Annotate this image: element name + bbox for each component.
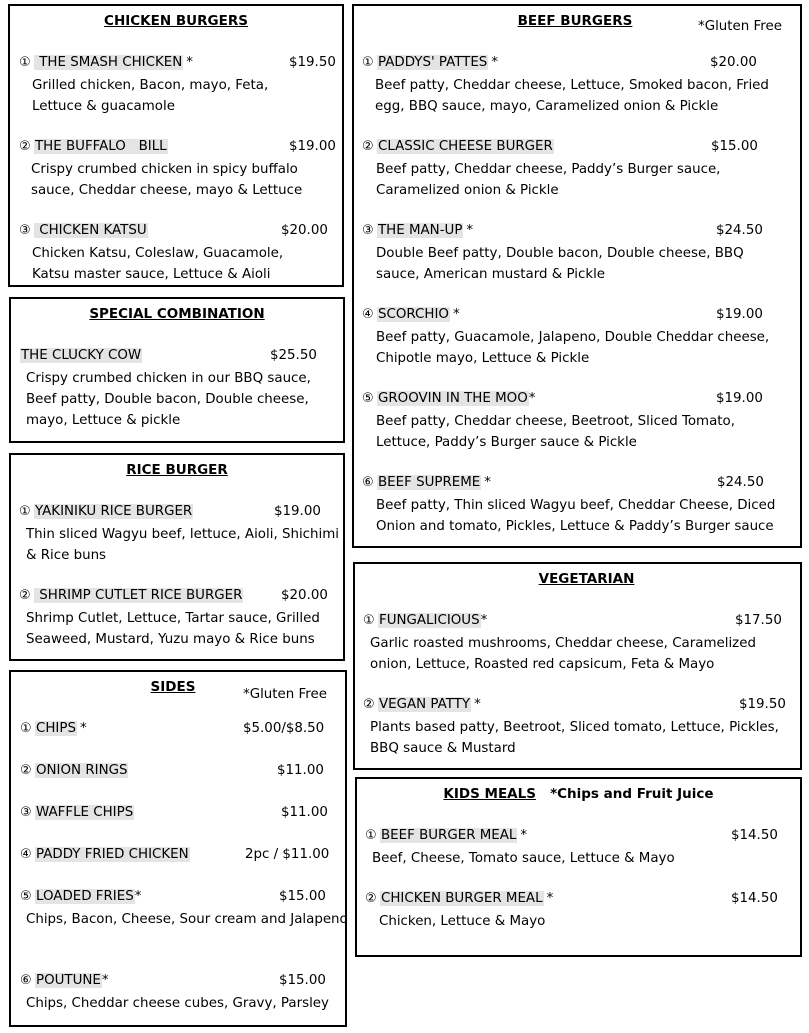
item-price: 2pc / $11.00 [245, 847, 330, 862]
menu-item-name [19, 221, 148, 241]
item-price: $15.00 [711, 139, 758, 154]
section-title: SPECIAL COMBINATION [89, 306, 265, 322]
menu-item-name [19, 502, 193, 522]
item-description: Beef patty, Cheddar cheese, Paddy’s Burger sauce, Caramelized onion & Pickle [376, 162, 721, 198]
gluten-free-mark: * [480, 613, 488, 628]
menu-item-name [362, 221, 473, 241]
item-price: $19.00 [289, 139, 336, 154]
gluten-free-mark: * [79, 721, 87, 736]
item-name: THE BUFFALO BILL [35, 139, 167, 154]
section-title: RICE BURGER [126, 462, 228, 478]
menu-item-name [20, 803, 134, 823]
menu-item-name [20, 761, 128, 781]
item-description: Garlic roasted mushrooms, Cheddar cheese, Caramelized onion, Lettuce, Roasted red capsicum, Feta & Mayo [370, 636, 756, 672]
menu-item-name [20, 346, 142, 366]
item-name: PADDY FRIED CHICKEN [36, 847, 189, 862]
menu-item-name [365, 889, 553, 909]
menu-item-name [365, 826, 527, 846]
item-name: THE SMASH CHICKEN [35, 55, 183, 70]
menu-item-name [19, 137, 168, 157]
item-number: ④ [20, 847, 32, 862]
item-description: Double Beef patty, Double bacon, Double cheese, BBQ sauce, American mustard & Pickle [376, 246, 744, 282]
item-price: $11.00 [281, 805, 328, 820]
item-description: Crispy crumbed chicken in our BBQ sauce, Beef patty, Double bacon, Double cheese, mayo, Lettuce & pickle [26, 371, 311, 428]
item-description: Chips, Bacon, Cheese, Sour cream and Jalapeno [26, 912, 348, 927]
item-name: GROOVIN IN THE MOO [378, 391, 528, 406]
item-description: Grilled chicken, Bacon, mayo, Feta, Lettuce & guacamole [32, 78, 269, 114]
item-price: $14.50 [731, 828, 778, 843]
section-title: BEEF BURGERS [517, 13, 633, 29]
gluten-free-mark: * [484, 475, 491, 490]
item-number: ⑤ [20, 889, 32, 904]
vegetarian-section [353, 562, 802, 770]
item-price: $5.00/$8.50 [243, 721, 325, 736]
item-price: $15.00 [279, 889, 326, 904]
item-number: ⑤ [362, 391, 374, 406]
item-name: PADDYS' PATTES [378, 55, 488, 70]
item-name: LOADED FRIES [36, 889, 134, 904]
item-number: ① [363, 613, 375, 628]
section-title: CHICKEN BURGERS [104, 13, 248, 29]
item-description: Crispy crumbed chicken in spicy buffalo sauce, Cheddar cheese, mayo & Lettuce [31, 162, 303, 198]
item-number: ① [362, 55, 374, 70]
item-price: $19.00 [716, 307, 763, 322]
item-number: ① [20, 721, 32, 736]
item-number: ③ [19, 223, 31, 238]
item-number: ② [363, 697, 375, 712]
item-name: VEGAN PATTY [379, 697, 471, 712]
menu-item-name [362, 389, 535, 409]
item-description: Plants based patty, Beetroot, Sliced tomato, Lettuce, Pickles, BBQ sauce & Mustard [370, 720, 779, 756]
item-description: Beef patty, Cheddar cheese, Beetroot, Sliced Tomato, Lettuce, Paddy’s Burger sauce & Pickle [376, 414, 735, 450]
menu-item-name [20, 845, 190, 865]
menu-item-name [20, 719, 87, 739]
item-price: $17.50 [735, 613, 782, 628]
item-price: $24.50 [717, 475, 764, 490]
gluten-free-note: *Gluten Free [698, 19, 782, 34]
item-number: ① [19, 504, 31, 519]
item-description: Thin sliced Wagyu beef, lettuce, Aioli, Shichimi & Rice buns [26, 527, 339, 563]
item-name: CLASSIC CHEESE BURGER [378, 139, 553, 154]
item-number: ③ [362, 223, 374, 238]
item-name: THE CLUCKY COW [21, 348, 142, 363]
item-price: $19.00 [716, 391, 763, 406]
item-price: $11.00 [277, 763, 324, 778]
item-description: Chicken, Lettuce & Mayo [379, 914, 546, 929]
item-number: ⑥ [362, 475, 374, 490]
item-price: $24.50 [716, 223, 763, 238]
section-title: VEGETARIAN [538, 571, 635, 587]
item-name: YAKINIKU RICE BURGER [35, 504, 193, 519]
item-description: Beef patty, Guacamole, Jalapeno, Double Cheddar cheese, Chipotle mayo, Lettuce & Pickle [376, 330, 770, 366]
menu-item-name [20, 971, 109, 991]
item-price: $14.50 [731, 891, 778, 906]
gluten-free-mark: * [546, 891, 554, 906]
item-price: $25.50 [270, 348, 317, 363]
gluten-free-mark: * [452, 307, 460, 322]
item-name: THE MAN-UP [378, 223, 463, 238]
gluten-free-mark: * [528, 391, 536, 406]
kids-meals-note: *Chips and Fruit Juice [550, 786, 714, 802]
item-price: $20.00 [281, 588, 328, 603]
item-name: FUNGALICIOUS [379, 613, 480, 628]
gluten-free-mark: * [520, 828, 528, 843]
menu-item-name [363, 695, 481, 715]
item-number: ② [362, 139, 374, 154]
item-description: Beef patty, Cheddar cheese, Lettuce, Smoked bacon, Fried egg, BBQ sauce, mayo, Caramelized onion & Pickle [375, 78, 769, 114]
item-name: SCORCHIO [378, 307, 449, 322]
gluten-free-mark: * [491, 55, 499, 70]
menu-item-name [362, 305, 460, 325]
item-number: ② [19, 139, 31, 154]
chicken-burgers-section [8, 4, 344, 287]
item-name: SHRIMP CUTLET RICE BURGER [35, 588, 243, 603]
gluten-free-note: *Gluten Free [243, 687, 327, 702]
menu-item-name [362, 137, 554, 157]
gluten-free-mark: * [474, 697, 481, 712]
item-price: $20.00 [710, 55, 757, 70]
item-number: ③ [20, 805, 32, 820]
item-number: ② [19, 588, 31, 603]
item-name: BEEF BURGER MEAL [381, 828, 517, 843]
gluten-free-mark: * [134, 889, 142, 904]
section-title: SIDES [150, 679, 196, 695]
item-number: ④ [362, 307, 374, 322]
item-number: ① [365, 828, 377, 843]
item-price: $19.50 [289, 55, 336, 70]
kids-meals-section [355, 777, 802, 957]
menu-item-name [363, 611, 487, 631]
menu-item-name [19, 53, 193, 73]
menu-item-name [362, 53, 498, 73]
section-title [357, 786, 800, 802]
item-description: Chips, Cheddar cheese cubes, Gravy, Parsley [26, 996, 329, 1011]
item-description: Beef patty, Thin sliced Wagyu beef, Cheddar Cheese, Diced Onion and tomato, Pickles, Lettuce & Paddy’s Burger sauce [376, 498, 776, 534]
item-description: Beef, Cheese, Tomato sauce, Lettuce & Mayo [372, 851, 675, 866]
item-price: $15.00 [279, 973, 326, 988]
menu-item-name [362, 473, 491, 493]
item-number: ① [19, 55, 31, 70]
item-name: CHICKEN BURGER MEAL [381, 891, 543, 906]
item-name: CHIPS [36, 721, 76, 736]
item-name: WAFFLE CHIPS [36, 805, 134, 820]
item-price: $19.50 [739, 697, 786, 712]
item-number: ② [20, 763, 32, 778]
rice-burger-section [9, 453, 345, 661]
kids-meals-heading: KIDS MEALS [443, 786, 536, 802]
gluten-free-mark: * [101, 973, 109, 988]
item-name: POUTUNE [36, 973, 101, 988]
menu-item-name [19, 586, 243, 606]
item-number: ⑥ [20, 973, 32, 988]
beef-burgers-section [352, 4, 802, 548]
item-description: Shrimp Cutlet, Lettuce, Tartar sauce, Grilled Seaweed, Mustard, Yuzu mayo & Rice buns [26, 611, 320, 647]
menu-item-name [20, 887, 141, 907]
gluten-free-mark: * [466, 223, 474, 238]
item-price: $20.00 [281, 223, 328, 238]
item-name: ONION RINGS [36, 763, 128, 778]
item-name: CHICKEN KATSU [35, 223, 147, 238]
item-description: Chicken Katsu, Coleslaw, Guacamole, Katsu master sauce, Lettuce & Aioli [32, 246, 284, 282]
item-number: ② [365, 891, 377, 906]
gluten-free-mark: * [186, 55, 193, 70]
sides-section [9, 670, 347, 1027]
item-price: $19.00 [274, 504, 321, 519]
special-combination-section [9, 297, 345, 443]
item-name: BEEF SUPREME [378, 475, 481, 490]
